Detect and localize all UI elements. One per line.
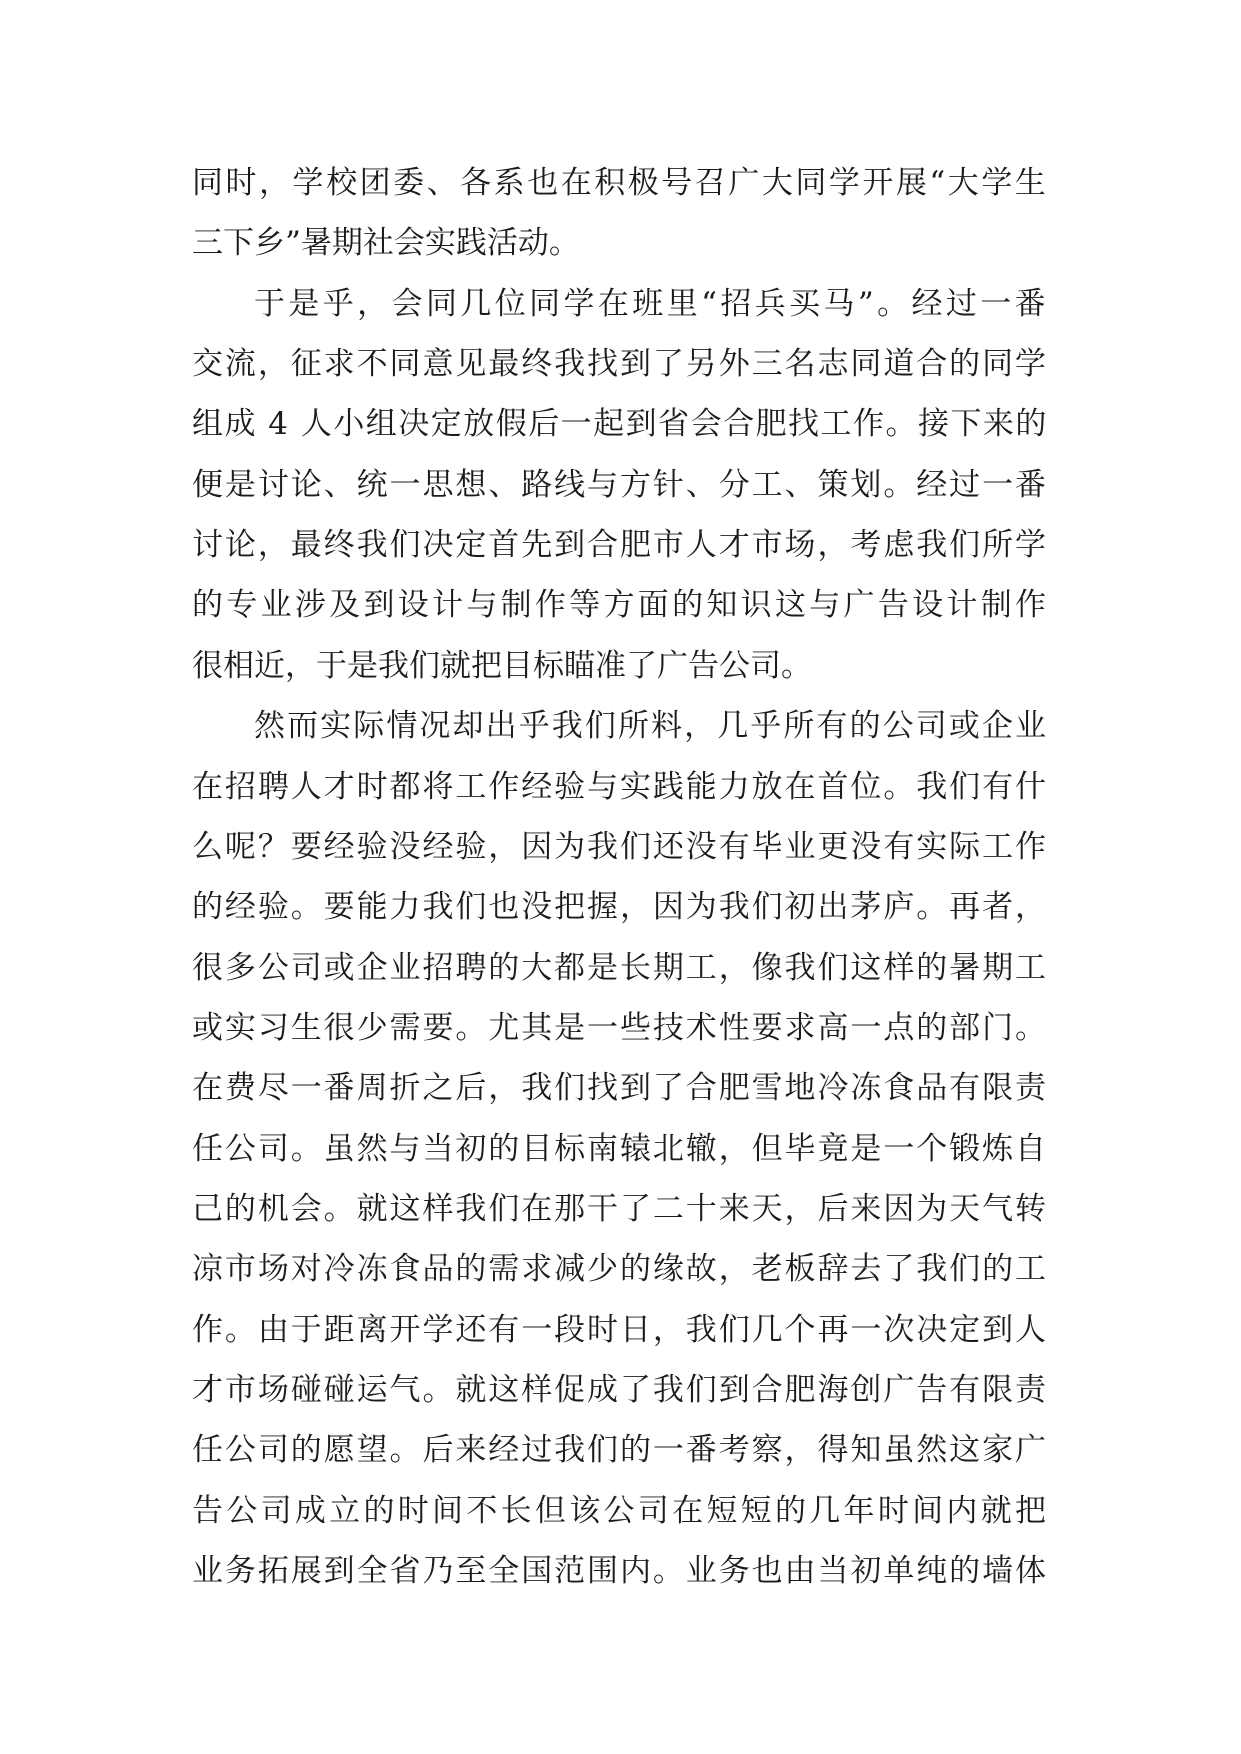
text-line: 在招聘人才时都将工作经验与实践能力放在首位。我们有什 — [192, 769, 1048, 805]
text-line: 任公司的愿望。后来经过我们的一番考察，得知虽然这家广 — [192, 1432, 1048, 1468]
text-line: 组成 4 人小组决定放假后一起到省会合肥找工作。接下来的 — [192, 406, 1048, 442]
text-line: 的经验。要能力我们也没把握，因为我们初出茅庐。再者， — [192, 889, 1048, 925]
text-line: 凉市场对冷冻食品的需求减少的缘故，老板辞去了我们的工 — [192, 1251, 1048, 1287]
text-line: 的专业涉及到设计与制作等方面的知识这与广告设计制作 — [192, 587, 1050, 623]
text-line: 三下乡”暑期社会实践活动。 — [192, 225, 580, 261]
text-line: 作。由于距离开学还有一段时日，我们几个再一次决定到人 — [192, 1312, 1048, 1348]
text-line: 业务拓展到全省乃至全国范围内。业务也由当初单纯的墙体 — [192, 1553, 1048, 1589]
text-line: 很多公司或企业招聘的大都是长期工，像我们这样的暑期工 — [192, 950, 1048, 986]
text-line: 讨论，最终我们决定首先到合肥市人才市场，考虑我们所学 — [192, 527, 1048, 563]
text-line: 么呢？要经验没经验，因为我们还没有毕业更没有实际工作 — [192, 829, 1048, 865]
paragraph-first-line: 然而实际情况却出乎我们所料，几乎所有的公司或企业 — [254, 708, 1049, 744]
text-line: 或实习生很少需要。尤其是一些技术性要求高一点的部门。 — [192, 1010, 1048, 1046]
text-line: 己的机会。就这样我们在那干了二十来天，后来因为天气转 — [192, 1191, 1048, 1227]
text-line: 任公司。虽然与当初的目标南辕北辙，但毕竟是一个锻炼自 — [192, 1131, 1048, 1167]
text-line: 交流，征求不同意见最终我找到了另外三名志同道合的同学 — [192, 346, 1048, 382]
text-line: 在费尽一番周折之后，我们找到了合肥雪地冷冻食品有限责 — [192, 1070, 1048, 1106]
paragraph-first-line: 于是乎，会同几位同学在班里“招兵买马”。经过一番 — [254, 286, 1050, 322]
text-line: 很相近，于是我们就把目标瞄准了广告公司。 — [192, 648, 812, 684]
text-line: 告公司成立的时间不长但该公司在短短的几年时间内就把 — [192, 1493, 1050, 1529]
text-line: 同时，学校团委、各系也在积极号召广大同学开展“大学生 — [192, 165, 1049, 201]
text-line: 才市场碰碰运气。就这样促成了我们到合肥海创广告有限责 — [192, 1372, 1048, 1408]
text-line: 便是讨论、统一思想、路线与方针、分工、策划。经过一番 — [192, 467, 1048, 503]
